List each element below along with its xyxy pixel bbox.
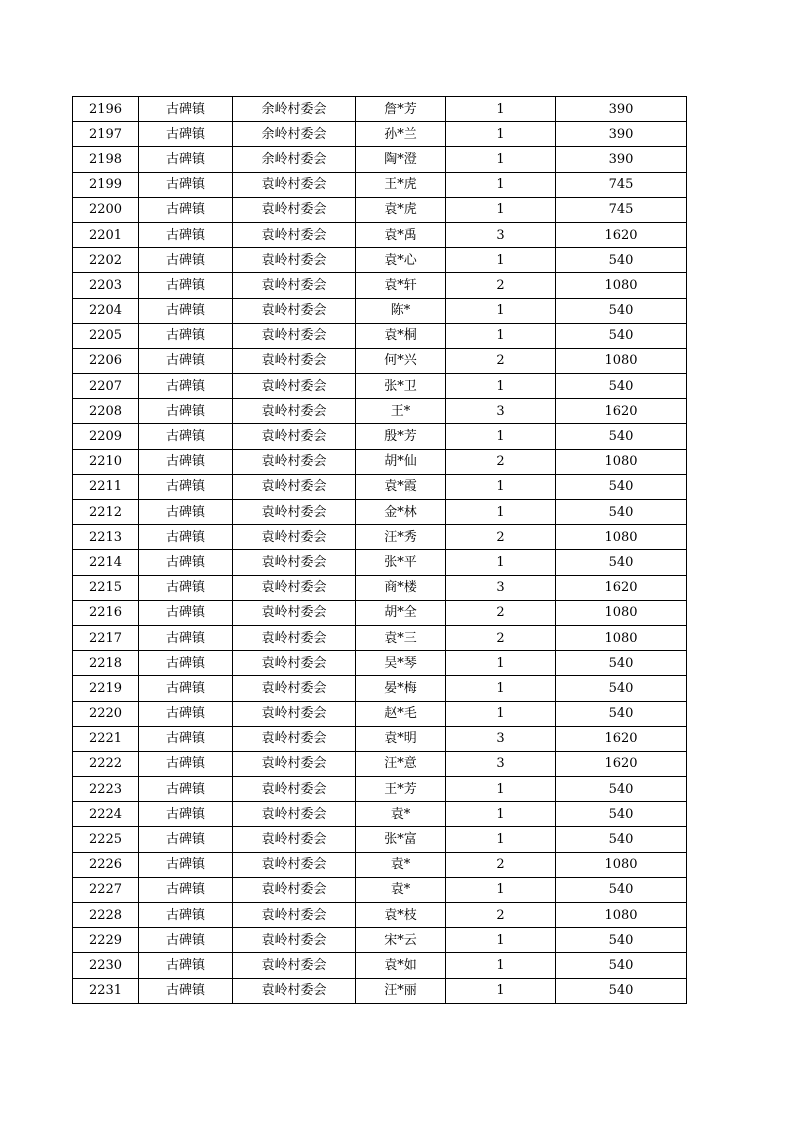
town-cell: 古碑镇 [139,424,233,449]
name-cell: 晏*梅 [356,676,446,701]
amount-cell: 1620 [556,751,687,776]
village-committee-cell: 袁岭村委会 [233,248,356,273]
table-row [73,525,687,550]
household-count-cell: 1 [446,197,556,222]
household-count-cell: 2 [446,852,556,877]
village-committee-cell: 袁岭村委会 [233,474,356,499]
amount-cell: 390 [556,122,687,147]
amount-cell: 1620 [556,575,687,600]
town-cell: 古碑镇 [139,726,233,751]
amount-cell: 540 [556,777,687,802]
table-row [73,978,687,1003]
household-count-cell: 1 [446,172,556,197]
amount-cell: 1080 [556,852,687,877]
name-cell: 王* [356,399,446,424]
household-count-cell: 1 [446,651,556,676]
town-cell: 古碑镇 [139,399,233,424]
name-cell: 袁*枝 [356,903,446,928]
village-committee-cell: 袁岭村委会 [233,550,356,575]
household-count-cell: 3 [446,399,556,424]
town-cell: 古碑镇 [139,550,233,575]
row-number-cell: 2201 [73,222,139,247]
town-cell: 古碑镇 [139,777,233,802]
row-number-cell: 2209 [73,424,139,449]
village-committee-cell: 袁岭村委会 [233,726,356,751]
household-count-cell: 1 [446,500,556,525]
amount-cell: 1080 [556,600,687,625]
amount-cell: 390 [556,97,687,122]
row-number-cell: 2212 [73,500,139,525]
row-number-cell: 2223 [73,777,139,802]
table-row [73,827,687,852]
town-cell: 古碑镇 [139,877,233,902]
household-count-cell: 1 [446,298,556,323]
amount-cell: 1080 [556,273,687,298]
table-row [73,625,687,650]
row-number-cell: 2202 [73,248,139,273]
village-committee-cell: 余岭村委会 [233,147,356,172]
name-cell: 袁*心 [356,248,446,273]
row-number-cell: 2204 [73,298,139,323]
name-cell: 袁*轩 [356,273,446,298]
town-cell: 古碑镇 [139,928,233,953]
table-row [73,197,687,222]
row-number-cell: 2216 [73,600,139,625]
town-cell: 古碑镇 [139,903,233,928]
town-cell: 古碑镇 [139,298,233,323]
amount-cell: 540 [556,323,687,348]
table-body [73,97,687,1004]
village-committee-cell: 袁岭村委会 [233,600,356,625]
amount-cell: 1620 [556,222,687,247]
row-number-cell: 2203 [73,273,139,298]
village-committee-cell: 袁岭村委会 [233,751,356,776]
village-committee-cell: 袁岭村委会 [233,625,356,650]
town-cell: 古碑镇 [139,978,233,1003]
table-row [73,147,687,172]
amount-cell: 1620 [556,399,687,424]
row-number-cell: 2210 [73,449,139,474]
table-row [73,726,687,751]
name-cell: 商*楼 [356,575,446,600]
amount-cell: 540 [556,676,687,701]
town-cell: 古碑镇 [139,802,233,827]
amount-cell: 540 [556,827,687,852]
village-committee-cell: 袁岭村委会 [233,903,356,928]
amount-cell: 1080 [556,903,687,928]
village-committee-cell: 袁岭村委会 [233,500,356,525]
row-number-cell: 2199 [73,172,139,197]
name-cell: 汪*丽 [356,978,446,1003]
row-number-cell: 2224 [73,802,139,827]
table-row [73,751,687,776]
table-row [73,651,687,676]
amount-cell: 540 [556,651,687,676]
row-number-cell: 2229 [73,928,139,953]
name-cell: 张*富 [356,827,446,852]
name-cell: 袁* [356,877,446,902]
town-cell: 古碑镇 [139,197,233,222]
table-row [73,172,687,197]
table-row [73,399,687,424]
name-cell: 张*平 [356,550,446,575]
village-committee-cell: 袁岭村委会 [233,777,356,802]
row-number-cell: 2222 [73,751,139,776]
village-committee-cell: 袁岭村委会 [233,928,356,953]
household-count-cell: 2 [446,903,556,928]
household-count-cell: 1 [446,701,556,726]
amount-cell: 540 [556,802,687,827]
table-row [73,676,687,701]
village-committee-cell: 袁岭村委会 [233,172,356,197]
row-number-cell: 2198 [73,147,139,172]
table-row [73,953,687,978]
household-count-cell: 1 [446,777,556,802]
row-number-cell: 2227 [73,877,139,902]
household-count-cell: 3 [446,222,556,247]
name-cell: 袁* [356,852,446,877]
table-row [73,122,687,147]
town-cell: 古碑镇 [139,751,233,776]
village-committee-cell: 袁岭村委会 [233,676,356,701]
table-row [73,701,687,726]
household-count-cell: 1 [446,928,556,953]
row-number-cell: 2225 [73,827,139,852]
town-cell: 古碑镇 [139,474,233,499]
town-cell: 古碑镇 [139,122,233,147]
data-table [72,96,687,1004]
row-number-cell: 2197 [73,122,139,147]
table-row [73,903,687,928]
row-number-cell: 2221 [73,726,139,751]
amount-cell: 1080 [556,625,687,650]
row-number-cell: 2213 [73,525,139,550]
table-row [73,802,687,827]
table-row [73,550,687,575]
row-number-cell: 2200 [73,197,139,222]
household-count-cell: 2 [446,449,556,474]
table-row [73,600,687,625]
village-committee-cell: 余岭村委会 [233,97,356,122]
name-cell: 何*兴 [356,348,446,373]
name-cell: 袁*虎 [356,197,446,222]
table-row [73,877,687,902]
name-cell: 殷*芳 [356,424,446,449]
village-committee-cell: 袁岭村委会 [233,701,356,726]
household-count-cell: 1 [446,323,556,348]
village-committee-cell: 袁岭村委会 [233,399,356,424]
table-row [73,777,687,802]
row-number-cell: 2207 [73,374,139,399]
table-row [73,298,687,323]
household-count-cell: 1 [446,827,556,852]
row-number-cell: 2217 [73,625,139,650]
town-cell: 古碑镇 [139,600,233,625]
row-number-cell: 2214 [73,550,139,575]
amount-cell: 390 [556,147,687,172]
amount-cell: 540 [556,928,687,953]
amount-cell: 540 [556,877,687,902]
village-committee-cell: 袁岭村委会 [233,877,356,902]
table-row [73,500,687,525]
table-row [73,323,687,348]
name-cell: 袁*禹 [356,222,446,247]
household-count-cell: 1 [446,97,556,122]
amount-cell: 540 [556,424,687,449]
town-cell: 古碑镇 [139,374,233,399]
row-number-cell: 2196 [73,97,139,122]
row-number-cell: 2231 [73,978,139,1003]
village-committee-cell: 袁岭村委会 [233,978,356,1003]
town-cell: 古碑镇 [139,852,233,877]
village-committee-cell: 袁岭村委会 [233,953,356,978]
town-cell: 古碑镇 [139,575,233,600]
town-cell: 古碑镇 [139,525,233,550]
name-cell: 袁* [356,802,446,827]
row-number-cell: 2226 [73,852,139,877]
household-count-cell: 1 [446,424,556,449]
amount-cell: 1620 [556,726,687,751]
village-committee-cell: 袁岭村委会 [233,852,356,877]
row-number-cell: 2219 [73,676,139,701]
household-count-cell: 2 [446,600,556,625]
amount-cell: 745 [556,197,687,222]
town-cell: 古碑镇 [139,97,233,122]
row-number-cell: 2228 [73,903,139,928]
row-number-cell: 2218 [73,651,139,676]
name-cell: 汪*意 [356,751,446,776]
row-number-cell: 2215 [73,575,139,600]
name-cell: 王*芳 [356,777,446,802]
name-cell: 袁*三 [356,625,446,650]
name-cell: 金*林 [356,500,446,525]
table-row [73,348,687,373]
town-cell: 古碑镇 [139,701,233,726]
household-count-cell: 2 [446,273,556,298]
village-committee-cell: 袁岭村委会 [233,197,356,222]
town-cell: 古碑镇 [139,172,233,197]
amount-cell: 540 [556,248,687,273]
table-row [73,222,687,247]
household-count-cell: 3 [446,575,556,600]
amount-cell: 540 [556,978,687,1003]
name-cell: 胡*仙 [356,449,446,474]
amount-cell: 540 [556,550,687,575]
row-number-cell: 2220 [73,701,139,726]
table-row [73,575,687,600]
row-number-cell: 2206 [73,348,139,373]
row-number-cell: 2211 [73,474,139,499]
amount-cell: 540 [556,701,687,726]
amount-cell: 540 [556,298,687,323]
table-row [73,928,687,953]
household-count-cell: 1 [446,877,556,902]
name-cell: 宋*云 [356,928,446,953]
village-committee-cell: 袁岭村委会 [233,802,356,827]
village-committee-cell: 袁岭村委会 [233,449,356,474]
household-count-cell: 1 [446,248,556,273]
name-cell: 王*虎 [356,172,446,197]
table-row [73,424,687,449]
household-count-cell: 2 [446,525,556,550]
amount-cell: 540 [556,374,687,399]
household-count-cell: 1 [446,122,556,147]
amount-cell: 540 [556,500,687,525]
town-cell: 古碑镇 [139,449,233,474]
amount-cell: 745 [556,172,687,197]
name-cell: 袁*明 [356,726,446,751]
household-count-cell: 1 [446,802,556,827]
table-row [73,449,687,474]
household-count-cell: 1 [446,374,556,399]
village-committee-cell: 袁岭村委会 [233,374,356,399]
town-cell: 古碑镇 [139,323,233,348]
amount-cell: 1080 [556,449,687,474]
town-cell: 古碑镇 [139,222,233,247]
household-count-cell: 1 [446,147,556,172]
amount-cell: 1080 [556,348,687,373]
name-cell: 袁*霞 [356,474,446,499]
household-count-cell: 1 [446,550,556,575]
household-count-cell: 1 [446,953,556,978]
name-cell: 陶*澄 [356,147,446,172]
household-count-cell: 2 [446,625,556,650]
village-committee-cell: 袁岭村委会 [233,298,356,323]
name-cell: 吴*琴 [356,651,446,676]
village-committee-cell: 袁岭村委会 [233,424,356,449]
household-count-cell: 1 [446,676,556,701]
household-count-cell: 3 [446,751,556,776]
name-cell: 汪*秀 [356,525,446,550]
village-committee-cell: 袁岭村委会 [233,575,356,600]
town-cell: 古碑镇 [139,147,233,172]
row-number-cell: 2208 [73,399,139,424]
household-count-cell: 2 [446,348,556,373]
household-count-cell: 1 [446,474,556,499]
town-cell: 古碑镇 [139,827,233,852]
town-cell: 古碑镇 [139,651,233,676]
town-cell: 古碑镇 [139,953,233,978]
name-cell: 袁*桐 [356,323,446,348]
amount-cell: 1080 [556,525,687,550]
name-cell: 陈* [356,298,446,323]
name-cell: 孙*兰 [356,122,446,147]
name-cell: 胡*全 [356,600,446,625]
table-row [73,474,687,499]
town-cell: 古碑镇 [139,248,233,273]
table-row [73,374,687,399]
village-committee-cell: 袁岭村委会 [233,348,356,373]
town-cell: 古碑镇 [139,348,233,373]
table-row [73,852,687,877]
village-committee-cell: 袁岭村委会 [233,651,356,676]
name-cell: 张*卫 [356,374,446,399]
household-count-cell: 1 [446,978,556,1003]
village-committee-cell: 袁岭村委会 [233,323,356,348]
table-row [73,97,687,122]
town-cell: 古碑镇 [139,625,233,650]
household-count-cell: 3 [446,726,556,751]
village-committee-cell: 袁岭村委会 [233,827,356,852]
table-row [73,273,687,298]
village-committee-cell: 余岭村委会 [233,122,356,147]
row-number-cell: 2230 [73,953,139,978]
town-cell: 古碑镇 [139,500,233,525]
name-cell: 赵*毛 [356,701,446,726]
village-committee-cell: 袁岭村委会 [233,273,356,298]
village-committee-cell: 袁岭村委会 [233,222,356,247]
table-row [73,248,687,273]
name-cell: 袁*如 [356,953,446,978]
amount-cell: 540 [556,474,687,499]
village-committee-cell: 袁岭村委会 [233,525,356,550]
town-cell: 古碑镇 [139,676,233,701]
name-cell: 詹*芳 [356,97,446,122]
town-cell: 古碑镇 [139,273,233,298]
row-number-cell: 2205 [73,323,139,348]
amount-cell: 540 [556,953,687,978]
